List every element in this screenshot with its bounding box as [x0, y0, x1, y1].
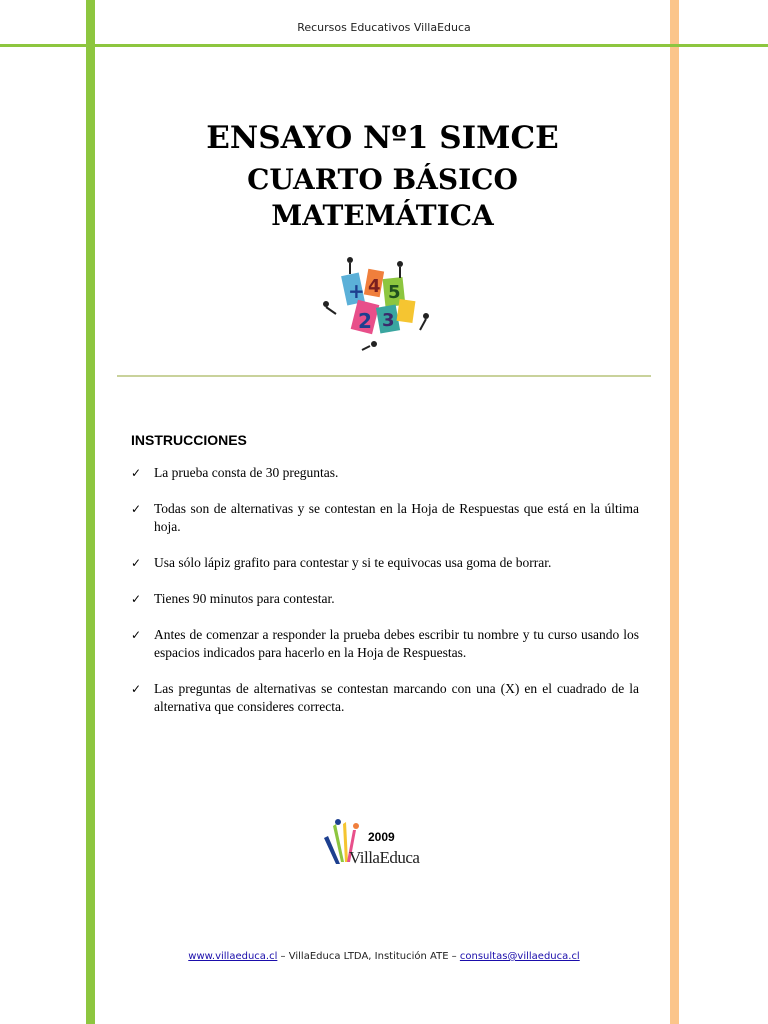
instructions-heading: INSTRUCCIONES [131, 432, 247, 448]
left-green-border [86, 0, 95, 1024]
right-orange-border [670, 0, 679, 1024]
svg-text:3: 3 [382, 310, 395, 331]
check-icon: ✓ [131, 556, 142, 570]
instruction-item [131, 590, 639, 608]
svg-text:4: 4 [368, 276, 381, 297]
logo-name: VillaEduca [349, 848, 420, 867]
check-icon: ✓ [131, 682, 142, 696]
instruction-text: Antes de comenzar a responder la prueba debes escribir tu nombre y tu curso usando los espacios indicados para hacerlo en la Hoja de Respuestas. [154, 627, 639, 660]
instruction-item [131, 680, 639, 716]
instruction-text: Tienes 90 minutos para contestar. [154, 591, 335, 606]
check-icon: ✓ [131, 628, 142, 642]
instruction-item [131, 554, 639, 572]
title-grade: CUARTO BÁSICO [247, 163, 518, 196]
check-icon: ✓ [131, 592, 142, 606]
check-icon: ✓ [131, 502, 142, 516]
instruction-text: Las preguntas de alternativas se contestan marcando con una (X) en el cuadrado de la alternativa que consideres correcta. [154, 681, 639, 714]
villaeduca-logo [322, 818, 428, 874]
title-main: ENSAYO Nº1 SIMCE [206, 120, 559, 156]
svg-text:+: + [348, 279, 365, 303]
title-block [95, 116, 670, 234]
logo-year: 2009 [368, 830, 395, 844]
instruction-item [131, 626, 639, 662]
page-header: Recursos Educativos VillaEduca [297, 21, 471, 34]
instruction-text: La prueba consta de 30 preguntas. [154, 465, 339, 480]
svg-text:5: 5 [388, 282, 401, 303]
instruction-text: Todas son de alternativas y se contestan en la Hoja de Respuestas que está en la última hoja. [154, 501, 639, 534]
instruction-item [131, 464, 639, 482]
instructions-list [131, 464, 639, 716]
check-icon: ✓ [131, 466, 142, 480]
page-footer [0, 951, 768, 962]
svg-text:2: 2 [358, 309, 372, 333]
website-link[interactable]: www.villaeduca.cl [188, 951, 278, 962]
math-clipart-image [314, 252, 440, 352]
email-link[interactable]: consultas@villaeduca.cl [459, 951, 580, 962]
footer-middle-text: – VillaEduca LTDA, Institución ATE – [277, 951, 460, 962]
instruction-item [131, 500, 639, 536]
instruction-text: Usa sólo lápiz grafito para contestar y si te equivocas usa goma de borrar. [154, 555, 552, 570]
title-subject: MATEMÁTICA [271, 199, 494, 232]
section-divider [117, 375, 651, 377]
header-rule [0, 44, 768, 47]
